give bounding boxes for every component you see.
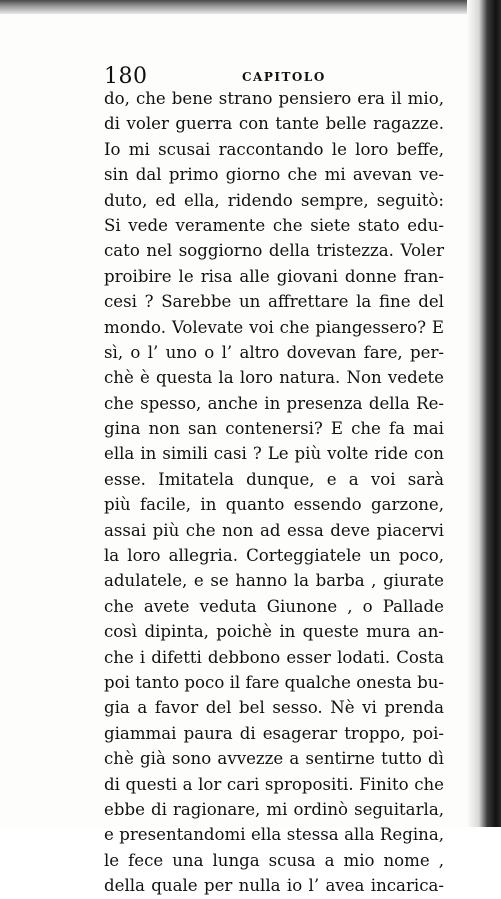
text-line: sin dal primo giorno che mi avevan ve-: [104, 165, 444, 185]
text-line: e presentandomi ella stessa alla Regina,: [104, 825, 444, 845]
text-line: do, che bene strano pensiero era il mio,: [104, 89, 444, 108]
text-line: chè è questa la loro natura. Non vedete: [104, 368, 444, 388]
text-line: più facile, in quanto essendo garzone,: [104, 495, 444, 515]
binding-shadow: [467, 0, 501, 827]
text-line: che i difetti debbono esser lodati. Costa: [104, 647, 444, 667]
text-line: di questi a lor cari spropositi. Finito che: [104, 774, 444, 794]
text-line: sì, o l’ uno o l’ altro dovevan fare, per-: [104, 342, 444, 362]
text-line: la loro allegria. Corteggiatele un poco,: [104, 546, 444, 566]
text-line: ebbe di ragionare, mi ordinò seguitarla,: [104, 799, 444, 819]
text-line: gia a favor del bel sesso. Nè vi prenda: [104, 698, 444, 718]
page-number: 180: [104, 64, 148, 89]
text-line: che spesso, anche in presenza della Re-: [104, 393, 444, 413]
body-text: [104, 86, 444, 899]
text-line: di voler guerra con tante belle ragazze.: [104, 114, 444, 134]
text-line: poi tanto poco il fare qualche onesta bu-: [104, 672, 444, 692]
text-line: cato nel soggiorno della tristezza. Voler: [104, 241, 444, 261]
text-line: gina non san contenersi? E che fa mai: [104, 419, 444, 439]
text-line: ella in simili casi ? Le più volte ride con: [104, 444, 444, 464]
text-line: adulatele, e se hanno la barba , giurate: [104, 571, 444, 591]
page-top-shadow: [0, 0, 501, 14]
text-line: cesi ? Sarebbe un affrettare la fine del: [104, 292, 444, 312]
text-line: che avete veduta Giunone , o Pallade: [104, 596, 444, 616]
text-line: Io mi scusai raccontando le loro beffe,: [104, 139, 444, 159]
text-line: proibire le risa alle giovani donne fran-: [104, 266, 444, 286]
text-line: Si vede veramente che siete stato edu-: [104, 215, 444, 235]
text-line: duto, ed ella, ridendo sempre, seguitò:: [104, 190, 444, 210]
text-line: le fece una lunga scusa a mio nome ,: [104, 850, 444, 870]
text-line: chè già sono avvezze a sentirne tutto dì: [104, 749, 444, 769]
text-line: della quale per nulla io l’ avea incarica-: [104, 876, 444, 896]
running-head: CAPITOLO: [242, 70, 326, 84]
text-line: mondo. Volevate voi che piangessero? E: [104, 317, 444, 337]
text-line: esse. Imitatela dunque, e a voi sarà: [104, 469, 444, 489]
text-line: assai più che non ad essa deve piacervi: [104, 520, 444, 540]
text-line: giammai paura di esagerar troppo, poi-: [104, 723, 444, 743]
text-line: così dipinta, poichè in queste mura an-: [104, 622, 444, 642]
